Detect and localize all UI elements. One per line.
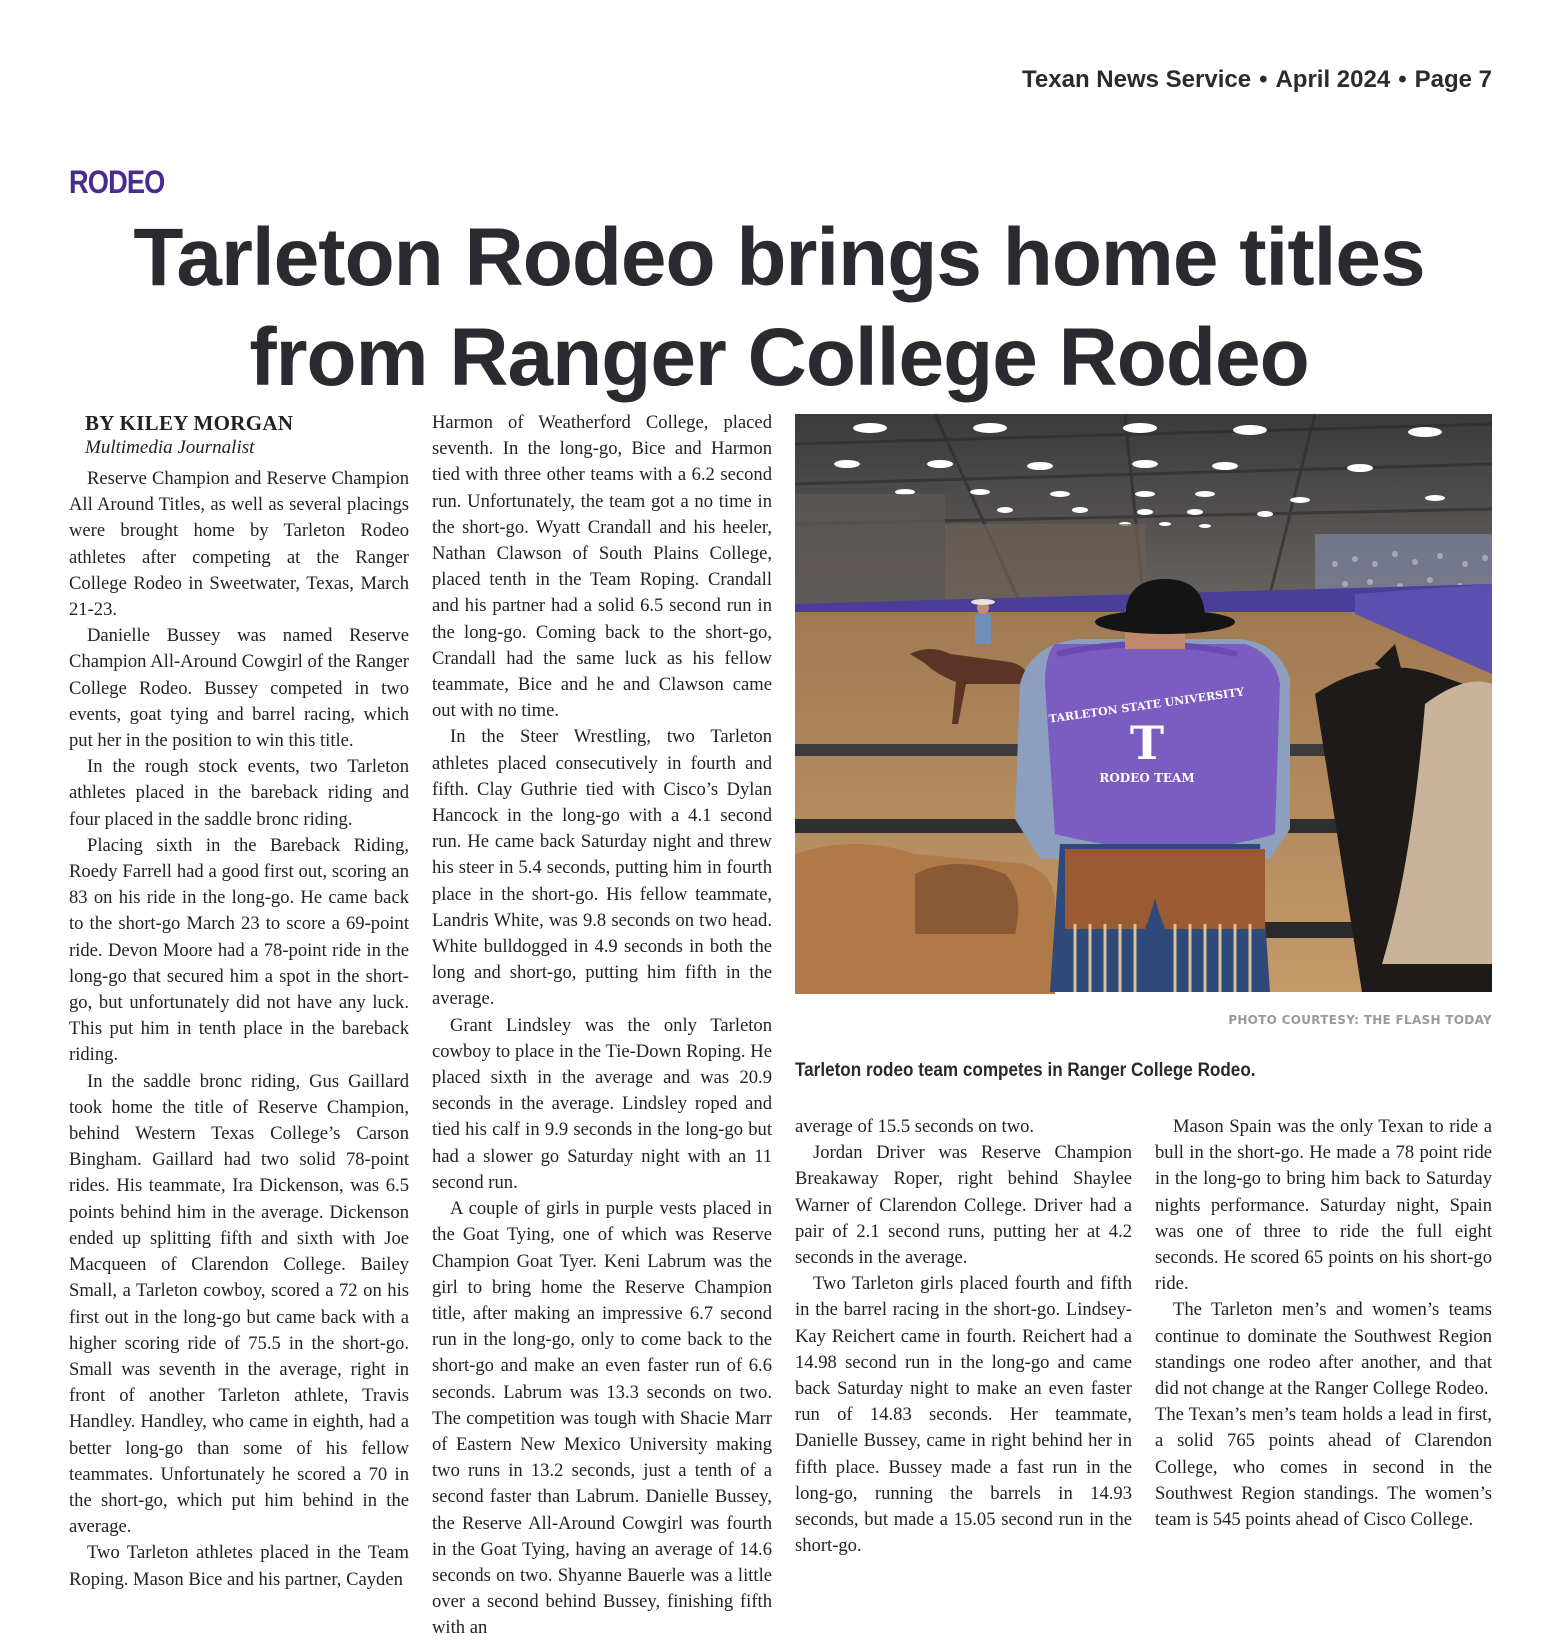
masthead-separator: • xyxy=(1259,66,1268,93)
paragraph: A couple of girls in purple vests placed in the Goat Tying, one of which was Reserve Champion Goat Tyer. Keni Labrum was the girl to bring home the Reserve Champion title, after making an impressive 6.7 second run in the long-go, only to come back to the short-go and make an even faster run of 6.6 seconds. Labrum was 13.3 seconds on two. The competition was tough with Shacie Marr of Eastern New Mexico University making two runs in 13.2 seconds, just a tenth of a second faster than Labrum. Danielle Bussey, the Reserve All-Around Cowgirl was fourth in the Goat Tying, having an average of 14.6 seconds on two. Shyanne Bauerle was a little over a second behind Bussey, finishing fifth with an xyxy=(432,1198,772,1639)
photo-caption: Tarleton rodeo team competes in Ranger College Rodeo. xyxy=(795,1060,1256,1081)
vest-letter: T xyxy=(1129,716,1165,770)
vest-text: TARLETON STATE UNIVERSITY xyxy=(1048,685,1245,726)
headline-line: from Ranger College Rodeo xyxy=(249,312,1309,403)
paragraph: In the Steer Wrestling, two Tarleton athletes placed consecutively in fourth and fifth. Clay Guthrie tied with Cisco’s Dylan Hancock in the long-go with a 4.1 second run. He came back Saturday night and threw his steer in 5.4 seconds, putting him in fourth place in the short-go. His fellow teammate, Landris White, was 9.8 seconds on two head. White bulldogged in 4.9 seconds in both the long and short-go, putting him fifth in the average. xyxy=(432,726,772,1010)
article-column-2 xyxy=(432,410,772,1639)
vest-text: RODEO TEAM xyxy=(1099,771,1195,785)
publication-name: Texan News Service xyxy=(1022,66,1252,93)
paragraph: Jordan Driver was Reserve Champion Breakaway Roper, right behind Shaylee Warner of Clarendon College. Driver had a pair of 2.1 second runs, putting her at 4.2 seconds in the average. xyxy=(795,1142,1132,1269)
photo-credit: PHOTO COURTESY: THE FLASH TODAY xyxy=(1228,1013,1492,1027)
paragraph: Mason Spain was the only Texan to ride a bull in the short-go. He made a 78 point ride in the long-go to bring him back to Saturday nights performance. Saturday night, Spain was one of three to ride the full eight seconds. He scored 65 points on his short-go ride. xyxy=(1155,1116,1492,1295)
paragraph: Harmon of Weatherford College, placed seventh. In the long-go, Bice and Harmon tied with three other teams with a 6.2 second run. Unfortunately, the team got a no time in the short-go. Wyatt Crandall and his heeler, Nathan Clawson of South Plains College, placed tenth in the Team Roping. Crandall and his partner had a solid 6.5 second run in the long-go. Coming back to the short-go, Crandall had the same luck as his fellow teammate, Bice and he and Clawson came out with no time. xyxy=(432,412,772,722)
author-role: Multimedia Journalist xyxy=(85,437,255,458)
paragraph: Reserve Champion and Reserve Champion All Around Titles, as well as several placings were brought home by Tarleton Rodeo athletes after competing at the Ranger College Rodeo in Sweetwater, Texas, March 21-23. xyxy=(69,468,409,621)
article-column-1 xyxy=(69,410,409,1590)
paragraph: Grant Lindsley was the only Tarleton cowboy to place in the Tie-Down Roping. He placed sixth in the average and was 20.9 seconds in the average. Lindsley roped and tied his calf in 9.9 seconds in the long-go but had a slower go Saturday night with an 11 second run. xyxy=(432,1014,772,1193)
headline xyxy=(0,208,1558,408)
paragraph: The Texan’s men’s team holds a lead in first, a solid 765 points ahead of Clarendon College, who comes in second in the Southwest Region standings. The women’s team is 545 points ahead of Cisco College. xyxy=(1155,1404,1492,1531)
paragraph: Two Tarleton girls placed fourth and fifth in the barrel racing in the short-go. Lindsey-Kay Reichert came in fourth. Reichert had a 14.98 second run in the long-go and came back Saturday night to make an even faster run of 14.83 seconds. Her teammate, Danielle Bussey, came in right behind her in fifth place. Bussey made a fast run in the long-go, running the barrels in 14.93 seconds, but made a 15.05 second run in the short-go. xyxy=(795,1273,1132,1557)
rodeo-photo xyxy=(795,414,1492,992)
paragraph: In the rough stock events, two Tarleton athletes placed in the bareback riding and four placed in the saddle bronc riding. xyxy=(69,756,409,830)
article-column-3 xyxy=(795,1114,1132,1557)
paragraph: Placing sixth in the Bareback Riding, Roedy Farrell had a good first out, scoring an 83 on his ride in the long-go. He came back to the short-go March 23 to score a 69-point ride. Devon Moore had a 78-point ride in the long-go that secured him a spot in the short-go, but unfortunately did not have any luck. This put him in tenth place in the bareback riding. xyxy=(69,834,409,1066)
paragraph: Danielle Bussey was named Reserve Champion All-Around Cowgirl of the Ranger College Rodeo. Bussey competed in two events, goat tying and barrel racing, which put her in the position to win this title. xyxy=(69,625,409,752)
paragraph: Two Tarleton athletes placed in the Team Roping. Mason Bice and his partner, Cayden xyxy=(69,1542,409,1590)
paragraph: The Tarleton men’s and women’s teams continue to dominate the Southwest Region standings one rodeo after another, and that did not change at the Ranger College Rodeo. xyxy=(1155,1299,1492,1400)
issue-date: April 2024 xyxy=(1275,66,1391,93)
rodeo-arena-image xyxy=(795,414,1492,992)
masthead xyxy=(1022,66,1492,94)
paragraph: In the saddle bronc riding, Gus Gaillard took home the title of Reserve Champion, behind Western Texas College’s Carson Bingham. Gaillard had two solid 78-point rides. His teammate, Ira Dickenson, was 6.5 points behind him in the average. Dickenson ended up splitting fifth and sixth with Joe Macqueen of Clarendon College. Bailey Small, a Tarleton cowboy, scored a 72 on his first out in the long-go but came back with a higher scoring ride of 75.5 in the short-go. Small was seventh in the average, right in front of another Tarleton athlete, Travis Handley. Handley, who came in eighth, had a better long-go than some of his fellow teammates. Unfortunately he scored a 70 in the short-go, which put him behind in the average. xyxy=(69,1070,409,1538)
paragraph: average of 15.5 seconds on two. xyxy=(795,1116,1035,1137)
section-label: RODEO xyxy=(69,164,165,200)
headline-line: Tarleton Rodeo brings home titles xyxy=(133,212,1425,303)
article-column-4 xyxy=(1155,1114,1492,1544)
page-number: Page 7 xyxy=(1414,66,1492,93)
masthead-separator: • xyxy=(1398,66,1407,93)
byline: BY KILEY MORGAN xyxy=(85,411,294,435)
